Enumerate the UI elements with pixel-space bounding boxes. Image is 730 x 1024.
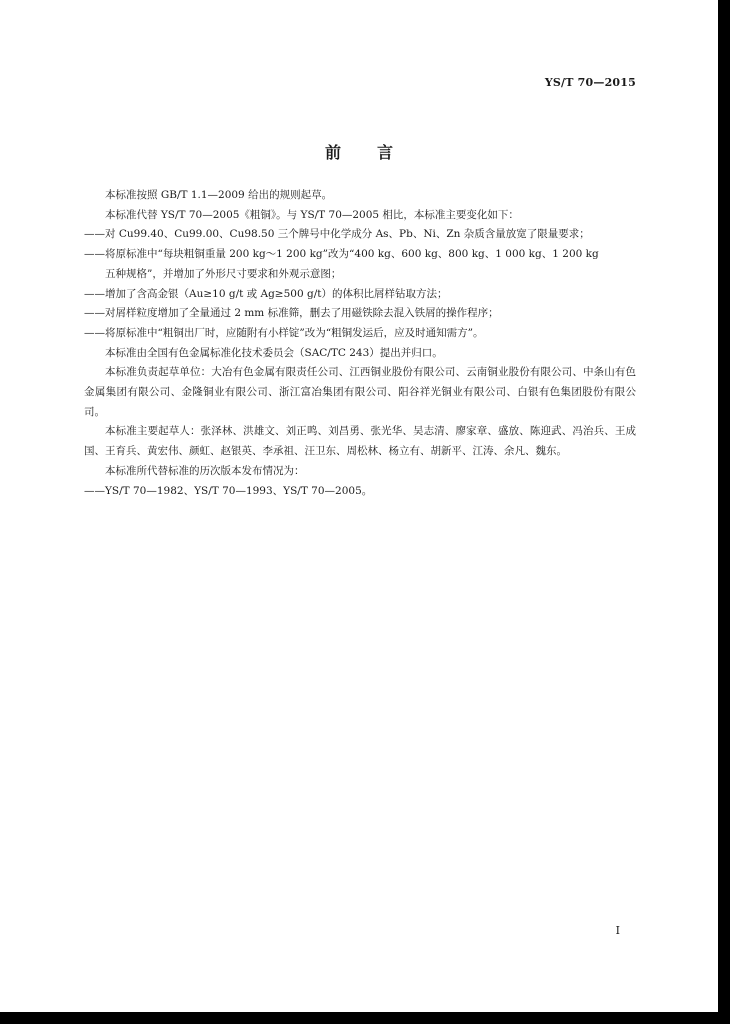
replacement-paragraph: 本标准代替 YS/T 70—2005《粗铜》。与 YS/T 70—2005 相比，本标准主要变化如下：	[105, 208, 519, 221]
page-edge-right	[718, 0, 730, 1024]
foreword-body	[84, 186, 636, 501]
drafters-paragraph: 本标准主要起草人：张泽林、洪雄文、刘正鸣、刘昌勇、张光华、吴志清、廖家章、盛放、陈迎武、冯治兵、王成国、王育兵、黄宏伟、颜虹、赵银英、李承祖、汪卫东、周松林、杨立有、胡新平、江涛、余凡、魏东。	[84, 425, 636, 458]
change-item-continuation: 五种规格”，并增加了外形尺寸要求和外观示意图；	[105, 267, 342, 280]
page-number: I	[615, 924, 620, 937]
change-item	[84, 245, 636, 284]
proposer-paragraph: 本标准由全国有色金属标准化技术委员会（SAC/TC 243）提出并归口。	[105, 346, 443, 359]
history-item: ——YS/T 70—1982、YS/T 70—1993、YS/T 70—2005。	[84, 484, 373, 497]
drafting-units-paragraph: 本标准负责起草单位：大冶有色金属有限责任公司、江西铜业股份有限公司、云南铜业股份有限公司、中条山有色金属集团有限公司、金隆铜业有限公司、浙江富冶集团有限公司、阳谷祥光铜业有限公司、白银有色集团股份有限公司。	[84, 366, 636, 418]
change-item-text: ——将原标准中“每块粗铜重量 200 kg～1 200 kg”改为“400 kg、600 kg、800 kg、1 000 kg、1 200 kg	[84, 248, 599, 261]
page-edge-bottom	[0, 1012, 730, 1024]
change-item	[84, 225, 636, 245]
page-title: 前言	[324, 143, 429, 162]
standard-code: YS/T 70—2015	[544, 76, 636, 89]
history-intro-paragraph: 本标准所代替标准的历次版本发布情况为：	[105, 464, 305, 477]
change-item	[84, 324, 636, 344]
drafting-rule-paragraph: 本标准按照 GB/T 1.1—2009 给出的规则起草。	[105, 189, 333, 201]
change-item-text: ——对 Cu99.40、Cu99.00、Cu98.50 三个牌号中化学成分 As、Pb、Ni、Zn 杂质含量放宽了限量要求；	[84, 228, 590, 241]
change-item-text: ——将原标准中“粗铜出厂时，应随附有小样锭”改为“粗铜发运后，应及时通知需方”。	[84, 326, 484, 339]
change-item-text: ——对屑样粒度增加了全量通过 2 mm 标准筛，删去了用磁铁除去混入铁屑的操作程序；	[84, 307, 499, 320]
change-item	[84, 285, 636, 305]
change-item-text: ——增加了含高金银（Au≥10 g/t 或 Ag≥500 g/t）的体积比屑样钻取方法；	[84, 287, 448, 300]
change-item	[84, 304, 636, 324]
